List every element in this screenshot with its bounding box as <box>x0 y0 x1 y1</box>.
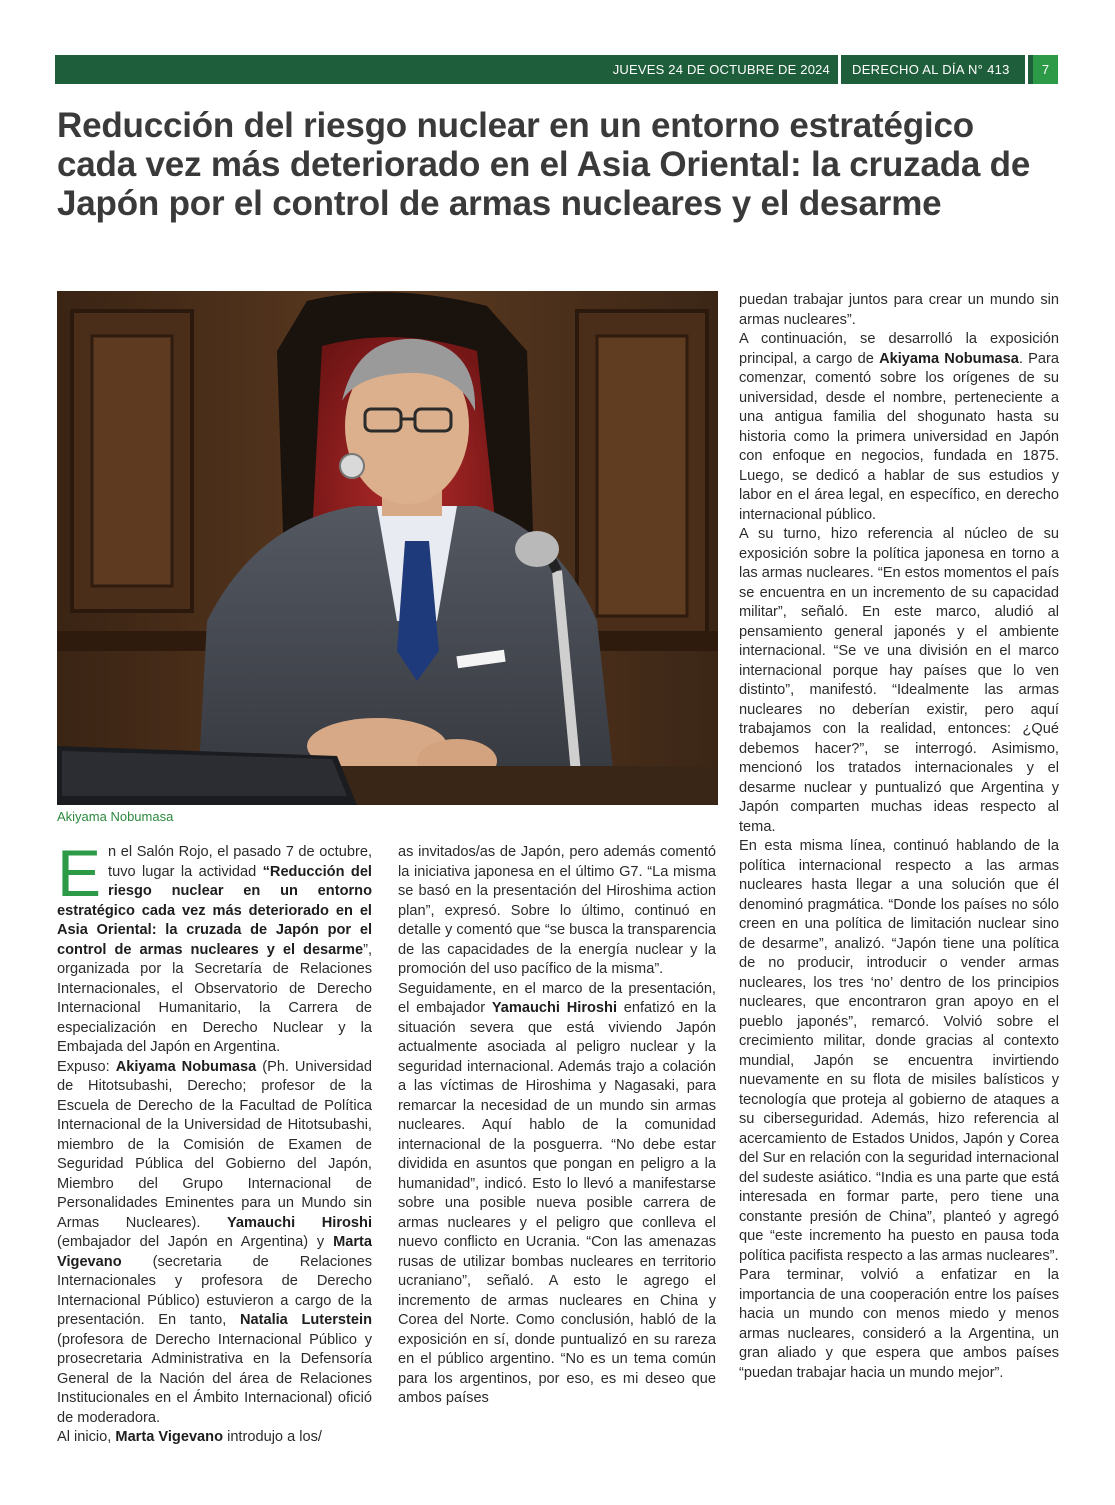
text-run: puedan trabajar juntos para crear un mundo sin armas nucleares”. <box>739 292 1059 328</box>
article-column-3 <box>739 291 1059 1383</box>
text-run: enfatizó en la situación severa que está viviendo Japón actualmente asociada al peligro nuclear y la seguridad internacional. Además trajo a colación a las víctimas de Hiroshima y Nagasaki, para remarcar la necesidad de un mundo sin armas nucleares. Aquí hablo de la comunidad internacional de la posguerra. “No debe estar dividida en asuntos que pongan en peligro a la humanidad”, indicó. Esto lo llevó a manifestarse sobre una posible nueva posible carrera de armas nucleares y el peligro que conlleva el nuevo conflicto en Ucrania. “Con las amenazas rusas de utilizar bombas nucleares en territorio ucraniano”, señaló. A esto le agrego el incremento de armas nucleares en China y Corea del Norte. Como conclusión, habló de la exposición en sí, donde puntualizó en su rareza en el público argentino. “No es un tema común para los argentinos, por eso, es mi deseo que ambos países <box>398 1000 716 1406</box>
text-run: Seguidamente, en el marco de la presentación, el embajador <box>398 980 716 1016</box>
page-header-bar <box>55 55 1058 84</box>
page-number: 7 <box>1033 55 1058 84</box>
text-run: . Para comenzar, comentó sobre los orígenes de su universidad, desde el nombre, perteneciente a una antigua familia del shogunato hasta su historia como la primera universidad en Japón con enfoque en negocios, fundada en 1875. Luego, se dedicó a hablar de sus estudios y labor en el área legal, en específico, en derecho internacional público. <box>739 350 1059 523</box>
article-paragraph <box>57 836 372 1058</box>
text-run: Para terminar, volvió a enfatizar en la importancia de una cooperación entre los países hacia un mundo con menos miedo y menos armas nucleares, consideró a la Argentina, un gran aliado y que espera que ambos países “puedan trabajar hacia un mundo mejor”. <box>739 1267 1059 1381</box>
text-run: as invitados/as de Japón, pero además comentó la iniciativa japonesa en el último G7. “La misma se basó en la presentación del Hiroshima action plan”, expresó. Sobre lo último, continuó en detalle y comentó que “se busca la transparencia de las capacidades de la energía nuclear y la promoción del uso pacífico de la misma”. <box>398 844 717 977</box>
text-run: introdujo a los/ <box>223 1429 322 1445</box>
article-paragraph <box>739 291 1059 330</box>
header-divider <box>1025 55 1028 84</box>
text-run: A su turno, hizo referencia al núcleo de su exposición sobre la política japonesa en torno a las armas nucleares. “En estos momentos el país se encuentra en un incremento de su capacidad militar”, señaló. En este marco, aludió al pensamiento general japonés y el ambiente internacional. “Se ve una división en el marco internacional porque hay países que lo ven distinto”, manifestó. “Idealmente las armas nucleares no deberían existir, pero aquí trabajamos con la realidad, entonces: ¿Qué debemos hacer?”, se interrogó. Asimismo, mencionó los tratados internacionales y el desarme nuclear y puntualizó que Argentina y Japón comparten muchas ideas respecto al tema. <box>739 526 1059 835</box>
text-run: (secretaria de Relaciones Internacionales y profesora de Derecho Internacional Público) estuvieron a cargo de la presentación. En tanto, <box>57 1253 372 1328</box>
speaker-photo <box>57 291 718 805</box>
issue-date: JUEVES 24 DE OCTUBRE DE 2024 <box>612 62 830 77</box>
article-paragraph <box>739 525 1059 837</box>
header-divider <box>838 55 841 84</box>
bold-run: Akiyama Nobumasa <box>115 1058 257 1075</box>
article-paragraph <box>739 1266 1059 1383</box>
text-run: A continuación, se desarrolló la exposición principal, a cargo de <box>739 331 1059 367</box>
bold-run: Marta Vigevano <box>57 1234 372 1270</box>
bold-run: Natalia Luterstein <box>239 1312 372 1328</box>
article-paragraph <box>57 1428 372 1448</box>
text-run: Expuso: <box>57 1058 116 1075</box>
text-run: Al inicio, <box>57 1429 116 1445</box>
column-text <box>57 836 372 1448</box>
text-run: ”, organizada por la Secretaría de Relaciones Internacionales, el Observatorio de Derecho Internacional Humanitario, la Carrera de especialización en Derecho Nuclear y la Embajada del Japón en Argentina. <box>57 941 372 1055</box>
article-title: Reducción del riesgo nuclear en un entorno estratégico cada vez más deteriorado en el Asia Oriental: la cruzada de Japón por el control de armas nucleares y el desarme <box>57 106 1031 223</box>
bold-run: “Reducción del riesgo nuclear en un entorno estratégico cada vez más deteriorado en el Asia Oriental: la cruzada de Japón por el control de armas nucleares y el desarme <box>57 863 372 958</box>
article-paragraph <box>398 843 716 980</box>
column-text <box>739 291 1059 1383</box>
article-paragraph <box>739 330 1059 525</box>
bold-run: Yamauchi Hiroshi <box>226 1214 372 1231</box>
article-paragraph <box>739 837 1059 1266</box>
text-run: n el Salón Rojo, el pasado 7 de octubre, tuvo lugar la actividad <box>108 844 372 880</box>
article-column-2 <box>398 843 716 1409</box>
text-run: En esta misma línea, continuó hablando de la política internacional respecto a las armas nucleares hasta llegar a una solución que él denominó pragmática. “Donde los países no sólo creen en una política de limitación nuclear sino de desarme”, analizó. “Japón tiene una política de no producir, introducir o vender armas nucleares, los tres ‘no’ dentro de los principios nucleares, que encontraron gran apoyo en el pueblo japonés”, remarcó. Volvió sobre el crecimiento militar, donde gracias al contexto mundial, Japón se encuentra invirtiendo nuevamente en su flota de misiles balísticos y tecnología que proteja al gobierno de ataques a su ciberseguridad. Además, hizo referencia al acercamiento de Estados Unidos, Japón y Corea del Sur en relación con la seguridad internacional del sudeste asiático. “India es una parte que está interesada en formar parte, pero tiene una constante presión de China”, planteó y agregó que “este incremento ha puesto en pausa toda política pacifista respecto a las armas nucleares”. <box>739 838 1059 1264</box>
bold-run: Marta Vigevano <box>115 1429 224 1445</box>
article-column-1 <box>57 836 372 1448</box>
article-paragraph <box>398 980 716 1409</box>
bold-run: Akiyama Nobumasa <box>879 350 1019 367</box>
photo-caption: Akiyama Nobumasa <box>57 809 174 824</box>
bold-run: Yamauchi Hiroshi <box>491 1000 618 1016</box>
publication-issue: DERECHO AL DÍA N° 413 <box>852 62 1010 77</box>
text-run: (profesora de Derecho Internacional Público y prosecretaria Administrativa en la Defensoría General de la Nación del área de Relaciones Institucionales en el Ámbito Internacional) ofició de moderadora. <box>57 1331 372 1426</box>
text-run: (Ph. Universidad de Hitotsubashi, Derecho; profesor de la Escuela de Derecho de la Facultad de Política Internacional de la Universidad de Hitotsubashi, miembro de la Comisión de Examen de Seguridad Pública del Gobierno del Japón, Miembro del Grupo Internacional de Personalidades Eminentes para un Mundo sin Armas Nucleares). <box>57 1058 372 1231</box>
column-text <box>398 843 716 1409</box>
article-paragraph <box>57 1058 372 1429</box>
text-run: (embajador del Japón en Argentina) y <box>57 1234 334 1250</box>
drop-cap: E <box>57 836 102 910</box>
